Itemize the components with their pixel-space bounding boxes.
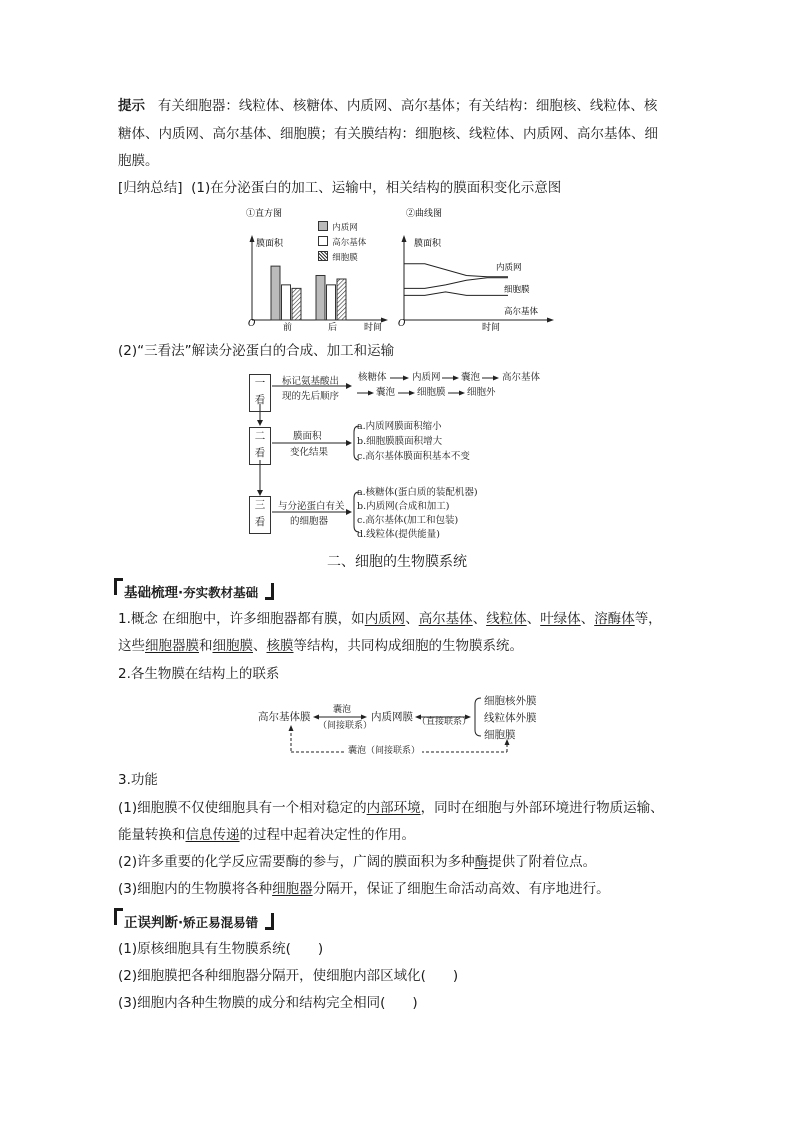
- bar-y-arrow: [250, 235, 255, 242]
- line-series-内质网: [404, 264, 508, 277]
- line-xlabel: 时间: [482, 323, 501, 332]
- function-3-a: (3)细胞内的生物膜将各种: [118, 881, 273, 897]
- rel-target-nuclear: 细胞核外膜: [484, 695, 537, 707]
- line-chart-ylabel: 膜面积: [414, 239, 442, 249]
- look1-path2-step-1: 囊泡: [376, 387, 396, 398]
- rel-golgi-membrane: 高尔基体膜: [258, 711, 311, 723]
- rel-dash-left-arrow: [289, 725, 294, 731]
- concept-line-1: 1.概念 在细胞中，许多细胞器都有膜，如内质网、高尔基体、线粒体、叶绿体、溶酶体等，: [118, 611, 662, 627]
- concept-end: 等，: [634, 611, 662, 627]
- rel-er-membrane: 内质网膜: [371, 711, 413, 723]
- hint-line-3: 胞膜。: [118, 153, 159, 169]
- line-series-细胞膜: [404, 278, 508, 289]
- look1-desc-2: 现的先后顺序: [282, 391, 340, 402]
- line-label-membrane: 细胞膜: [504, 285, 530, 295]
- concept-u-cell-membrane: 细胞膜: [212, 638, 253, 654]
- flow-right-1-arrow: [346, 383, 352, 389]
- look3-item-a: a.核糖体(蛋白质的装配机器): [357, 487, 478, 498]
- concept-u-er: 内质网: [364, 611, 406, 627]
- judge-head-sub: 矫正易混易错: [183, 915, 259, 930]
- relation-heading: 2.各生物膜在结构上的联系: [118, 666, 280, 682]
- function-1-l2-b: 的过程中起着决定性的作用。: [239, 827, 415, 843]
- look1-path1-step-1: 核糖体: [358, 372, 387, 383]
- look1-path2-step-2: 细胞膜: [417, 387, 446, 398]
- summary-item-2: (2)“三看法”解读分泌蛋白的合成、加工和运输: [118, 343, 395, 359]
- function-1-line-1: [118, 798, 664, 818]
- legend-item-membrane: [318, 248, 366, 263]
- look1-path2-step-3: 细胞外: [467, 387, 496, 398]
- line-label-golgi: 高尔基体: [504, 307, 539, 317]
- look1-path1-step-3: 囊泡: [461, 372, 481, 383]
- line-chart-title: ②曲线图: [406, 209, 443, 219]
- look2-desc-1: 膜面积: [293, 431, 322, 442]
- function-2-b: 提供了附着位点。: [488, 854, 597, 870]
- line-origin: O: [398, 319, 406, 329]
- path1-arrow-1-head: [403, 376, 409, 381]
- flow-right-3-arrow: [346, 509, 352, 515]
- look3-item-b: b.内质网(合成和加工): [357, 501, 450, 512]
- legend-item-golgi: [318, 233, 366, 248]
- function-1-line-2: [118, 825, 415, 845]
- judge-corner-left: [114, 908, 123, 925]
- basics-corner-right: [265, 583, 274, 600]
- look3-desc-2: 的细胞器: [290, 516, 329, 527]
- rel-brace: [475, 698, 481, 736]
- function-2: [118, 852, 596, 872]
- look3-item-c: c.高尔基体(加工和包装): [357, 515, 459, 526]
- judge-corner-right: [265, 913, 274, 930]
- path1-arrow-3-head: [493, 376, 499, 381]
- bar-chart-ylabel: 膜面积: [256, 239, 284, 249]
- line-chart: [396, 202, 571, 332]
- legend-swatch-golgi: [318, 236, 328, 246]
- concept-prefix: 1.概念: [118, 611, 158, 627]
- function-2-u: 酶: [474, 854, 489, 870]
- hint-text-1: 有关细胞器：线粒体、核糖体、内质网、高尔基体；有关结构：细胞核、线粒体、核: [157, 98, 658, 114]
- judge-head-title: 正误判断: [124, 915, 178, 931]
- path1-arrow-2-head: [453, 376, 459, 381]
- line-label-er: 内质网: [496, 263, 522, 273]
- look2-item-c: c.高尔基体膜面积基本不变: [357, 451, 470, 462]
- bar-x-arrow: [381, 318, 388, 323]
- hint-line-2: 糖体、内质网、高尔基体、细胞膜；有关膜结构：细胞核、线粒体、内质网、高尔基体、细: [118, 126, 658, 142]
- look2-item-b: b.细胞膜膜面积增大: [357, 436, 443, 447]
- summary-tag: [归纳总结]: [118, 180, 183, 196]
- function-1-l2-a: 能量转换和: [118, 827, 186, 843]
- bar-前-高尔基体: [282, 285, 291, 320]
- function-3-b: 分隔开，保证了细胞生命活动高效、有序地进行。: [312, 881, 610, 897]
- legend-swatch-er: [318, 221, 328, 231]
- function-1-l2-u: 信息传递: [185, 827, 240, 843]
- look2-item-a: a.内质网膜面积缩小: [357, 421, 442, 432]
- look3-item-d: d.线粒体(提供能量): [357, 529, 441, 540]
- look1-desc-1: 标记氨基酸出: [282, 376, 340, 387]
- concept-u-lyso: 溶酶体: [594, 611, 635, 627]
- function-3: [118, 879, 610, 899]
- look3-box: 三看: [249, 496, 271, 534]
- line-series-高尔基体: [404, 292, 508, 296]
- look3-desc-1: 与分泌蛋白有关: [278, 501, 345, 512]
- path2-arrow-2-head: [459, 391, 465, 396]
- bar-后-高尔基体: [327, 285, 336, 320]
- bar-category-label: 后: [328, 323, 338, 332]
- hint-line-1: [118, 96, 657, 116]
- basics-corner-left: [114, 578, 123, 595]
- rel-target-cell: 细胞膜: [484, 729, 516, 741]
- path2-arrow-0-head: [368, 391, 374, 396]
- line-x-arrow: [547, 318, 554, 323]
- legend-label-er: 内质网: [332, 223, 358, 233]
- concept-u-chloro: 叶绿体: [540, 611, 581, 627]
- look2-box: 二看: [249, 427, 271, 465]
- bar-前-内质网: [271, 266, 280, 320]
- concept-u-mito: 线粒体: [486, 611, 527, 627]
- concept-l2-b: 和: [199, 638, 213, 654]
- legend-label-membrane: 细胞膜: [332, 253, 358, 263]
- function-1-u: 内部环境: [366, 800, 421, 816]
- legend-swatch-membrane: [318, 251, 328, 261]
- look2-desc-2: 变化结果: [290, 447, 329, 458]
- concept-u-nuclear-membrane: 核膜: [266, 638, 294, 654]
- judge-q3: (3)细胞内各种生物膜的成分和结构完全相同( ): [118, 995, 418, 1011]
- look1-path1-step-4: 高尔基体: [502, 372, 541, 383]
- bar-前-细胞膜: [292, 288, 301, 320]
- section-2-title: 二、细胞的生物膜系统: [327, 554, 467, 570]
- look1-path1-step-2: 内质网: [412, 372, 441, 383]
- rel-target-mito: 线粒体外膜: [484, 712, 537, 724]
- concept-u-organelle-membrane: 细胞器膜: [145, 638, 199, 654]
- bar-后-细胞膜: [337, 279, 346, 320]
- concept-l2-c: 等结构，共同构成细胞的生物膜系统。: [293, 638, 523, 654]
- flow-down-1-arrow: [257, 420, 263, 426]
- path2-arrow-1-head: [409, 391, 415, 396]
- function-1-b: ，同时在细胞与外部环境进行物质运输、: [420, 800, 664, 816]
- judge-q2: (2)细胞膜把各种细胞器分隔开，使细胞内部区域化( ): [118, 968, 459, 984]
- function-heading: 3.功能: [118, 772, 158, 788]
- bar-chart-title: ①直方图: [246, 209, 283, 219]
- legend-item-er: [318, 218, 366, 233]
- function-3-u: 细胞器: [272, 881, 313, 897]
- bar-origin: O: [248, 319, 256, 329]
- concept-u-golgi: 高尔基体: [418, 611, 473, 627]
- flow-right-2-arrow: [346, 440, 352, 446]
- basics-head-title: 基础梳理: [124, 585, 178, 601]
- line-y-arrow: [402, 235, 407, 242]
- function-1-a: (1)细胞膜不仅使细胞具有一个相对稳定的: [118, 800, 367, 816]
- legend-label-golgi: 高尔基体: [332, 238, 367, 248]
- summary-item-1: (1)在分泌蛋白的加工、运输中，相关结构的膜面积变化示意图: [191, 180, 562, 196]
- rel-direct: （直接联系）: [417, 717, 472, 727]
- concept-text-a: 在细胞中，许多细胞器都有膜，如: [162, 611, 365, 627]
- bar-category-label: 前: [283, 323, 293, 332]
- look1-box: 一看: [249, 374, 271, 412]
- rel-vesicle: 囊泡: [333, 705, 352, 715]
- basics-heading: 基础梳理·夯实教材基础: [118, 580, 274, 601]
- bar-legend: [318, 218, 366, 263]
- concept-line-2: 这些细胞器膜和细胞膜、核膜等结构，共同构成细胞的生物膜系统。: [118, 638, 523, 654]
- basics-head-sub: 夯实教材基础: [183, 585, 259, 600]
- judge-heading: 正误判断·矫正易混易错: [118, 910, 274, 931]
- judge-q1: (1)原核细胞具有生物膜系统( ): [118, 941, 324, 957]
- concept-l2-a: 这些: [118, 638, 145, 654]
- summary-line-1: [118, 178, 561, 198]
- hint-label: 提示: [118, 98, 145, 114]
- bar-xlabel: 时间: [364, 323, 383, 332]
- function-2-a: (2)许多重要的化学反应需要酶的参与，广阔的膜面积为多种: [118, 854, 475, 870]
- bar-后-内质网: [316, 275, 325, 320]
- rel-indirect: （间接联系）: [318, 721, 373, 731]
- rel-bottom-label: 囊泡（间接联系）: [346, 743, 422, 756]
